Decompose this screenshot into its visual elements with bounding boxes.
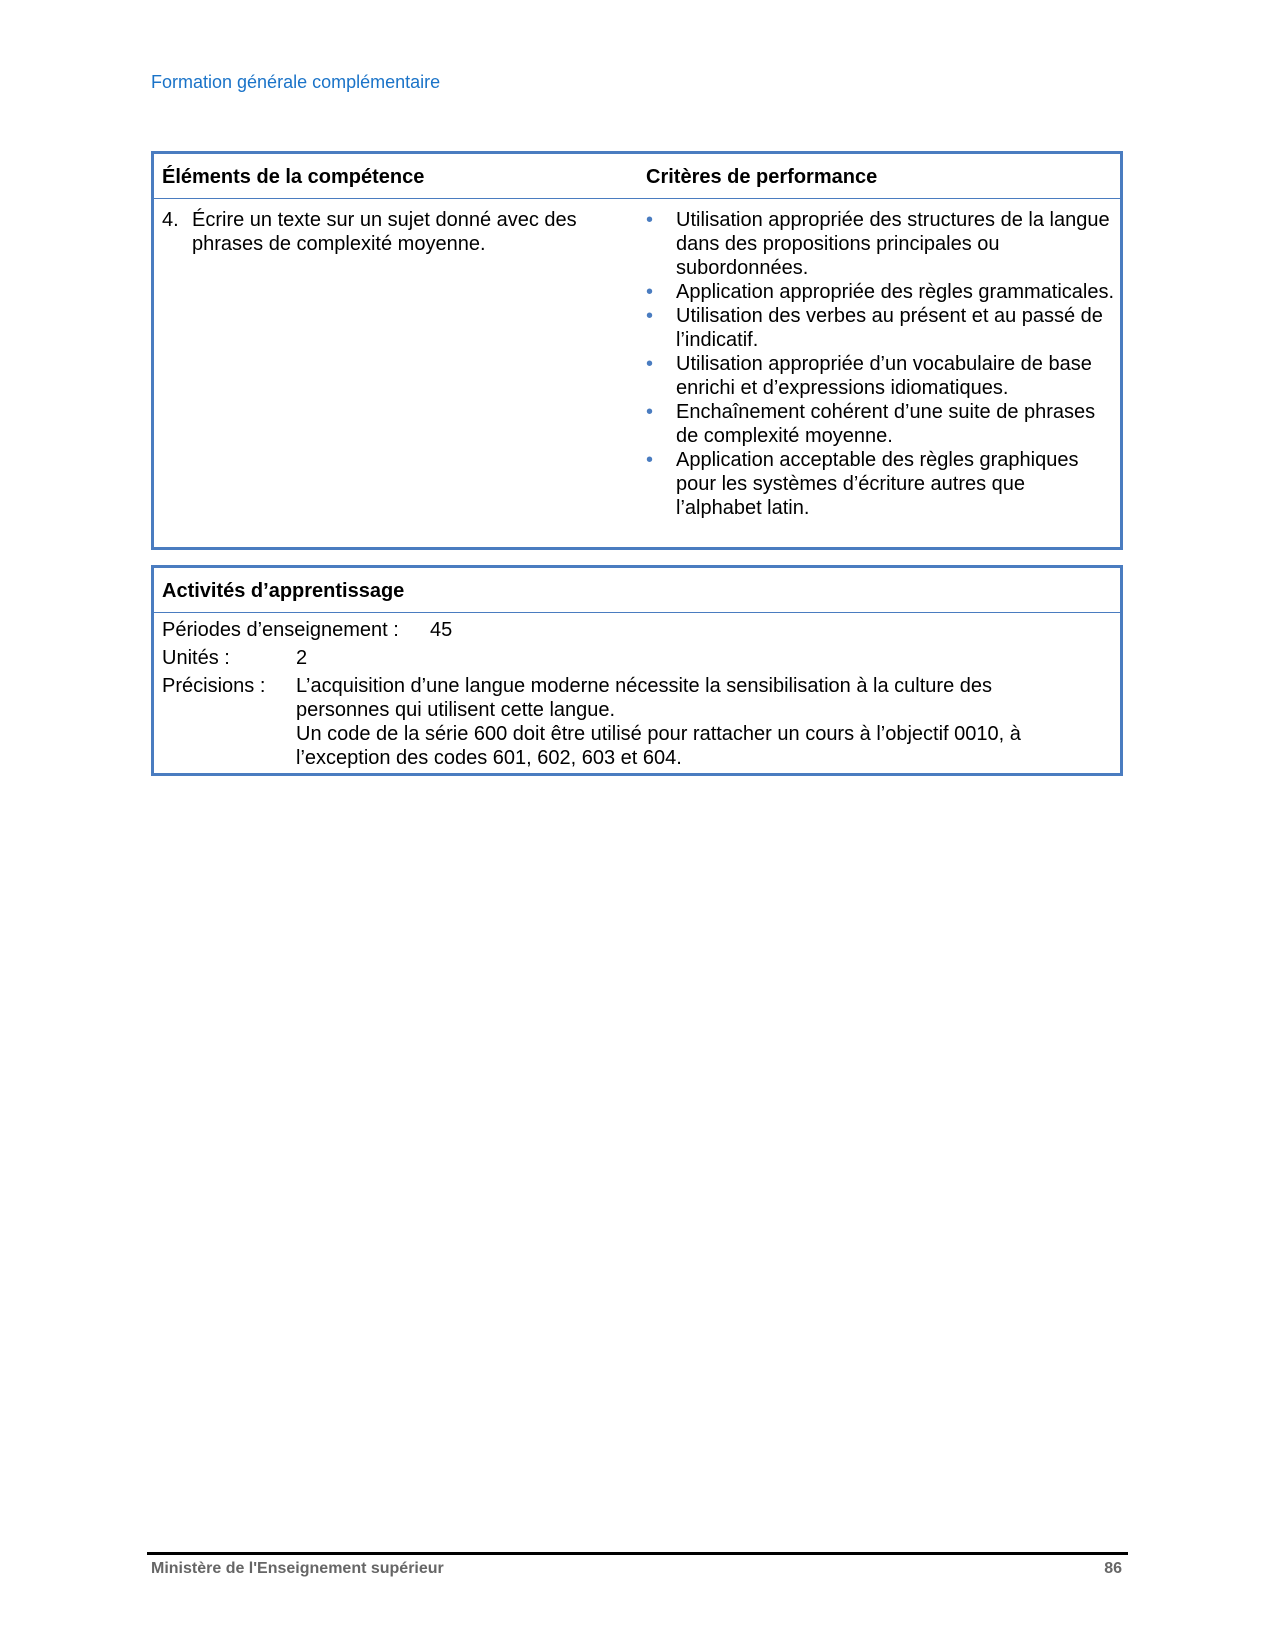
list-item: • Utilisation des verbes au présent et au passé de l’indicatif. bbox=[646, 305, 1103, 351]
activities-table bbox=[151, 565, 1123, 776]
activities-header-row bbox=[154, 568, 1120, 613]
element-cell bbox=[162, 208, 612, 256]
element-text: Écrire un texte sur un sujet donné avec des phrases de complexité moyenne. bbox=[192, 209, 577, 255]
col-header-elements: Éléments de la compétence bbox=[162, 166, 425, 188]
precisions-row bbox=[162, 674, 1021, 769]
activities-title: Activités d’apprentissage bbox=[162, 580, 405, 602]
list-item: • Application acceptable des règles graphiques pour les systèmes d’écriture autres que l’alphabet latin. bbox=[646, 449, 1079, 519]
units-label: Unités : bbox=[162, 647, 230, 669]
units-row bbox=[162, 646, 308, 670]
list-item: • Utilisation appropriée d’un vocabulaire de base enrichi et d’expressions idiomatiques. bbox=[646, 353, 1092, 399]
footer-org: Ministère de l'Enseignement supérieur bbox=[151, 1560, 444, 1577]
periods-row bbox=[162, 618, 453, 642]
list-item: • Application appropriée des règles grammaticales. bbox=[646, 281, 1115, 303]
precisions-label: Précisions : bbox=[162, 675, 266, 697]
precisions-text: L’acquisition d’une langue moderne nécessite la sensibilisation à la culture des personnes qui utilisent cette langue. Un code de la série 600 doit être utilisé pour rattacher un cours à l’objectif 0010, à l’exception des codes 601, 602, 603 et 604. bbox=[296, 675, 1021, 769]
page-number: 86 bbox=[1104, 1560, 1122, 1577]
bullet-icon: • bbox=[646, 281, 654, 303]
units-value: 2 bbox=[296, 647, 308, 669]
bullet-icon: • bbox=[646, 305, 654, 327]
col-header-criteria: Critères de performance bbox=[646, 166, 878, 188]
bullet-icon: • bbox=[646, 353, 654, 375]
table-header-row bbox=[154, 154, 1120, 199]
element-number: 4. bbox=[162, 209, 179, 231]
running-header: Formation générale complémentaire bbox=[151, 72, 441, 92]
periods-label: Périodes d’enseignement : bbox=[162, 619, 399, 641]
list-item: • Utilisation appropriée des structures de la langue dans des propositions principales ou subordonnées. bbox=[646, 209, 1110, 279]
list-item: • Enchaînement cohérent d’une suite de phrases de complexité moyenne. bbox=[646, 401, 1096, 447]
criteria-list bbox=[646, 208, 1116, 520]
footer-divider bbox=[147, 1552, 1128, 1555]
bullet-icon: • bbox=[646, 209, 654, 231]
periods-value: 45 bbox=[430, 619, 453, 641]
bullet-icon: • bbox=[646, 401, 654, 423]
competence-table bbox=[151, 151, 1123, 550]
bullet-icon: • bbox=[646, 449, 654, 471]
